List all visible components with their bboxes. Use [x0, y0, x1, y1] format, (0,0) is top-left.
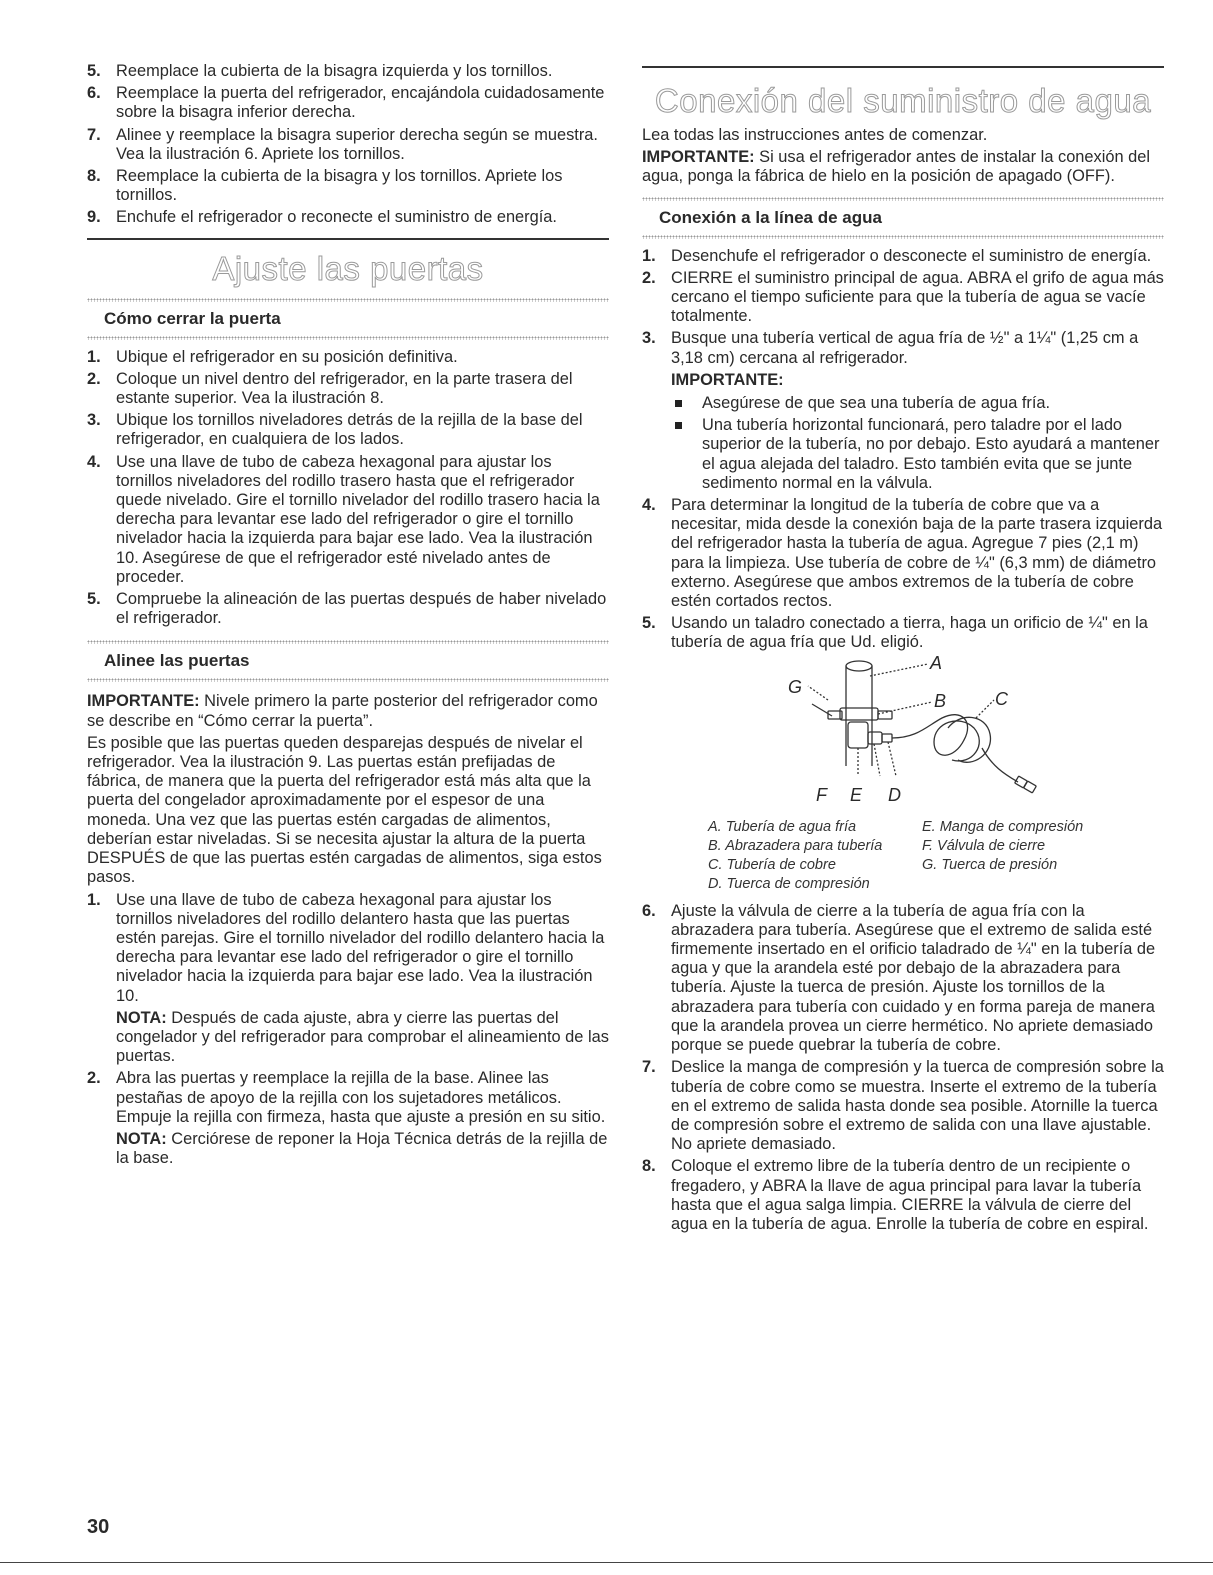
water-line-steps: [642, 247, 1164, 653]
bullet-item: Asegúrese de que sea una tubería de agua fría.: [671, 394, 1164, 413]
label-g: G: [788, 676, 803, 697]
subheading-align-doors: [87, 640, 609, 682]
list-item: 5. Compruebe la alineación de las puertas después de haber nivelado el refrigerador.: [87, 590, 607, 628]
section-title: Ajuste las puertas: [212, 249, 484, 287]
page-number: 30: [87, 1516, 110, 1538]
label-c: C: [995, 688, 1008, 709]
figure-captions: [642, 818, 1164, 894]
captions-right: E. Manga de compresión F. Válvula de cierre G. Tuerca de presión: [922, 818, 1084, 873]
list-item: 5. Usando un taladro conectado a tierra, haga un orificio de ¼" en la tubería de agua fría que Ud. eligió.: [642, 614, 1148, 652]
list-item: 8. Reemplace la cubierta de la bisagra y los tornillos. Apriete los tornillos.: [87, 167, 563, 205]
list-item: 9. Enchufe el refrigerador o reconecte el suministro de energía.: [87, 208, 557, 227]
list-item: 2. CIERRE el suministro principal de agua. ABRA el grifo de agua más cercano el tiempo suficiente para que la tubería de agua se vacíe totalmente.: [642, 268, 1164, 326]
important-note: IMPORTANTE: Nivele primero la parte posterior del refrigerador como se describe en “Cómo cerrar la puerta”.: [87, 692, 598, 730]
list-item: 6. Ajuste la válvula de cierre a la tubería de agua fría con la abrazadera para tubería. Asegúrese que el extremo de salida esté firmemente insertado en el orificio taladrado de ¼" en la tubería de agua y que la arandela esté por debajo de la abrazadera para tubería. Ajuste la tuerca de presión. Ajuste los tornillos de la abrazadera para tubería con cuidado y en forma pareja de manera que la arandela provea un cierre hermético. No apriete demasiado porque se puede quebrar la tubería de cobre.: [642, 901, 1156, 1055]
subheading: Alinee las puertas: [104, 651, 250, 671]
list-item: 7. Alinee y reemplace la bisagra superior derecha según se muestra. Vea la ilustración 6. Apriete los tornillos.: [87, 125, 598, 163]
section-rule: [642, 66, 1164, 68]
dotted-rule: [87, 336, 609, 340]
important-note: IMPORTANTE: Si usa el refrigerador antes de instalar la conexión del agua, ponga la fábrica de hielo en la posición de apagado (OFF).: [642, 148, 1151, 186]
label-f: F: [816, 784, 827, 805]
list-item: 2. Coloque un nivel dentro del refrigerador, en la parte trasera del estante superior. Vea la ilustración 8.: [87, 369, 573, 408]
dotted-rule: [642, 235, 1164, 239]
subheading: Conexión a la línea de agua: [659, 207, 882, 227]
paragraph: Es posible que las puertas queden desparejas después de nivelar el refrigerador. Vea la ilustración 9. Las puertas están prefijadas de fábrica, de manera que la puerta del refrigerador está más alta que la puerta del congelador aproximadamente por el espesor de una moneda. Una vez que las puertas estén cargadas de alimentos, deberían estar niveladas. Si se necesita ajustar la altura de la puerta DESPUÉS de que las puertas estén cargadas de alimentos, siga estos pasos.: [87, 733, 602, 887]
valve-illustration: [642, 652, 1164, 816]
valve-diagram: [642, 652, 1164, 816]
list-item: 3. Busque una tubería vertical de agua fría de ½" a 1¼" (1,25 cm a 3,18 cm) cercana al refrigerador. IMPORTANTE: Asegúrese de que sea una tubería de agua fría. Una tubería horizontal funcionará, pero taladre por el lado superior de la tubería, no por debajo. Esto ayudará a mantener el agua alejada del taladro. Esto también evita que se junte sedimento normal en la válvula.: [642, 329, 1164, 493]
list-item: 3. Ubique los tornillos niveladores detrás de la rejilla de la base del refrigerador, en cualquiera de los lados.: [87, 411, 583, 449]
align-doors-steps: [87, 891, 609, 1169]
subheading-close-door: [87, 298, 609, 340]
close-door-steps: [87, 348, 609, 629]
list-item: 7. Deslice la manga de compresión y la tuerca de compresión sobre la tubería de cobre como se muestra. Inserte el extremo de la tubería en el extremo de salida hasta donde sea posible. Atornille la tuerca de compresión sobre el extremo de salida con una llave ajustable. No apriete demasiado.: [642, 1058, 1164, 1154]
hinge-steps-list: [87, 62, 609, 228]
water-line-steps-cont: [642, 902, 1164, 1234]
important-label: IMPORTANTE:: [671, 370, 784, 389]
note: NOTA: Cerciórese de reponer la Hoja Técnica detrás de la rejilla de la base.: [116, 1129, 608, 1168]
left-column: [87, 62, 609, 1171]
section-title: Conexión del suministro de agua: [654, 82, 1152, 119]
label-e: E: [850, 784, 863, 805]
list-item: 4. Use una llave de tubo de cabeza hexagonal para ajustar los tornillos niveladores del rodillo trasero hasta que el refrigerador quede nivelado. Gire el tornillo nivelador del rodillo trasero hacia la derecha para levantar ese lado del refrigerador o gire el tornillo nivelador hacia la izquierda para bajar ese lado. Vea la ilustración 10. Asegúrese de que el refrigerador esté nivelado antes de proceder.: [87, 452, 600, 586]
subheading: Cómo cerrar la puerta: [104, 308, 281, 328]
label-d: D: [888, 784, 901, 805]
note: NOTA: Después de cada ajuste, abra y cierre las puertas del congelador y del refrigerador para comprobar el alineamiento de las puertas.: [116, 1008, 609, 1066]
list-item: 6. Reemplace la puerta del refrigerador, encajándola cuidadosamente sobre la bisagra inferior derecha.: [87, 84, 605, 122]
subheading-water-line: [642, 197, 1164, 239]
list-item: 4. Para determinar la longitud de la tubería de cobre que va a necesitar, mida desde la conexión baja de la parte trasera izquierda del refrigerador hasta la tubería de agua. Agregue 7 pies (2,1 m) para la limpieza. Use tubería de cobre de ¼" (6,3 mm) de diámetro externo. Asegúrese que ambos extremos de la tubería de cobre estén cortados rectos.: [642, 496, 1163, 611]
list-item: 1. Use una llave de tubo de cabeza hexagonal para ajustar los tornillos niveladores del rodillo delantero hasta que las puertas estén parejas. Gire el tornillo nivelador del rodillo delantero hacia la derecha para levantar ese lado del refrigerador o gire el tornillo nivelador hacia la izquierda para bajar ese lado. Vea la ilustración 10. NOTA: Después de cada ajuste, abra y cierre las puertas del congelador y del refrigerador para comprobar el alineamiento de las puertas.: [87, 890, 609, 1066]
list-item: 8. Coloque el extremo libre de la tubería dentro de un recipiente o fregadero, y ABRA la llave de agua principal para lavar la tubería hasta que el agua salga limpia. CIERRE la válvula de cierre del agua en la tubería de agua. Enrolle la tubería de cobre en espiral.: [642, 1157, 1149, 1233]
bullet-square-icon: [675, 400, 682, 407]
list-item: 1. Ubique el refrigerador en su posición definitiva.: [87, 347, 458, 366]
list-item: 5. Reemplace la cubierta de la bisagra izquierda y los tornillos.: [87, 62, 553, 80]
section-rule: [87, 238, 609, 240]
dotted-rule: [87, 678, 609, 682]
bullet-square-icon: [675, 422, 682, 429]
label-b: B: [934, 690, 947, 711]
list-item: 2. Abra las puertas y reemplace la rejilla de la base. Alinee las pestañas de apoyo de la rejilla con los sujetadores metálicos. Empuje la rejilla con firmeza, hasta que ajuste a presión en su sitio. NOTA: Cerciórese de reponer la Hoja Técnica detrás de la rejilla de la base.: [87, 1069, 608, 1168]
intro: Lea todas las instrucciones antes de comenzar.: [642, 126, 988, 144]
label-a: A: [930, 652, 943, 673]
right-column: [642, 66, 1164, 1237]
bullet-item: Una tubería horizontal funcionará, pero taladre por el lado superior de la tubería, no por debajo. Esto ayudará a mantener el agua alejada del taladro. Esto también evita que se junte sedimento normal en la válvula.: [671, 416, 1164, 493]
captions-left: A. Tubería de agua fría B. Abrazadera para tubería C. Tubería de cobre D. Tuerca de compresión: [708, 818, 883, 892]
list-item: 1. Desenchufe el refrigerador o desconecte el suministro de energía.: [642, 246, 1152, 265]
bullet-list: [671, 394, 1164, 493]
bottom-rule: [0, 1562, 1213, 1563]
